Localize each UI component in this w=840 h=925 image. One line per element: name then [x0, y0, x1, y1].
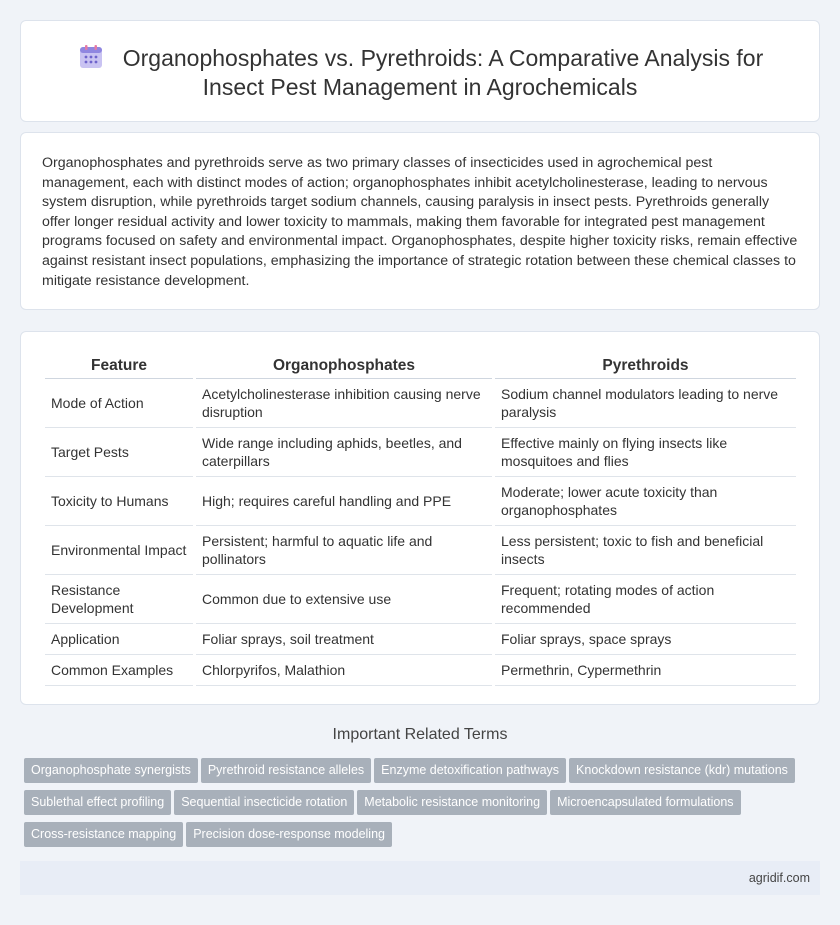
- footer-site-link[interactable]: agridif.com: [748, 871, 810, 885]
- table-cell: Sodium channel modulators leading to nerve paralysis: [495, 379, 796, 428]
- table-cell: Permethrin, Cypermethrin: [495, 655, 796, 686]
- related-term-tag[interactable]: Sequential insecticide rotation: [174, 790, 354, 815]
- intro-card: [20, 132, 820, 310]
- table-cell: Toxicity to Humans: [45, 477, 193, 526]
- table-cell: Target Pests: [45, 428, 193, 477]
- header-card: [20, 20, 820, 122]
- table-cell: Acetylcholinesterase inhibition causing nerve disruption: [196, 379, 492, 428]
- table-row: [45, 575, 796, 624]
- intro-paragraph: Organophosphates and pyrethroids serve as two primary classes of insecticides used in agrochemical pest management, each with distinct modes of action; organophosphates inhibit acetylcholinesterase, leading to nervous system disruption, while pyrethroids target sodium channels, causing paralysis in insect pests. Pyrethroids generally offer longer residual activity and lower toxicity to mammals, making them favorable for integrated pest management programs focused on safety and environmental impact. Organophosphates, despite higher toxicity risks, remain effective against resistant insect populations, emphasizing the importance of strategic rotation between these chemical classes to mitigate resistance development.: [42, 155, 798, 289]
- table-cell: Frequent; rotating modes of action recommended: [495, 575, 796, 624]
- related-term-tag[interactable]: Enzyme detoxification pathways: [374, 758, 566, 783]
- table-row: [45, 526, 796, 575]
- related-term-tag[interactable]: Cross-resistance mapping: [24, 822, 183, 847]
- table-row: [45, 379, 796, 428]
- table-row: [45, 624, 796, 655]
- table-cell: Foliar sprays, soil treatment: [196, 624, 492, 655]
- header-organophosphates: Organophosphates: [196, 352, 492, 379]
- table-cell: Effective mainly on flying insects like mosquitoes and flies: [495, 428, 796, 477]
- comparison-table-card: [20, 331, 820, 705]
- table-cell: Application: [45, 624, 193, 655]
- header-pyrethroids: Pyrethroids: [495, 352, 796, 379]
- comparison-table: [42, 352, 799, 686]
- table-cell: Environmental Impact: [45, 526, 193, 575]
- footer: [20, 861, 820, 895]
- related-term-tag[interactable]: Organophosphate synergists: [24, 758, 198, 783]
- table-row: [45, 477, 796, 526]
- table-cell: Less persistent; toxic to fish and beneficial insects: [495, 526, 796, 575]
- related-terms-tags: [24, 758, 824, 854]
- table-cell: Mode of Action: [45, 379, 193, 428]
- table-cell: Persistent; harmful to aquatic life and pollinators: [196, 526, 492, 575]
- table-cell: Common due to extensive use: [196, 575, 492, 624]
- related-term-tag[interactable]: Microencapsulated formulations: [550, 790, 740, 815]
- related-term-tag[interactable]: Knockdown resistance (kdr) mutations: [569, 758, 795, 783]
- page-title: Organophosphates vs. Pyrethroids: A Comparative Analysis for Insect Pest Management in Agrochemicals: [122, 45, 764, 100]
- calendar-grid-icon: [77, 43, 105, 71]
- table-row: [45, 655, 796, 686]
- related-term-tag[interactable]: Metabolic resistance monitoring: [357, 790, 547, 815]
- table-row: [45, 428, 796, 477]
- related-term-tag[interactable]: Precision dose-response modeling: [186, 822, 392, 847]
- table-cell: Common Examples: [45, 655, 193, 686]
- related-term-tag[interactable]: Sublethal effect profiling: [24, 790, 171, 815]
- table-cell: Chlorpyrifos, Malathion: [196, 655, 492, 686]
- table-cell: Wide range including aphids, beetles, and caterpillars: [196, 428, 492, 477]
- table-cell: High; requires careful handling and PPE: [196, 477, 492, 526]
- table-cell: Moderate; lower acute toxicity than organophosphates: [495, 477, 796, 526]
- title-wrap: [21, 43, 819, 102]
- header-feature: Feature: [45, 352, 193, 379]
- related-terms-heading: Important Related Terms: [332, 726, 508, 743]
- table-cell: Foliar sprays, space sprays: [495, 624, 796, 655]
- table-cell: Resistance Development: [45, 575, 193, 624]
- related-term-tag[interactable]: Pyrethroid resistance alleles: [201, 758, 371, 783]
